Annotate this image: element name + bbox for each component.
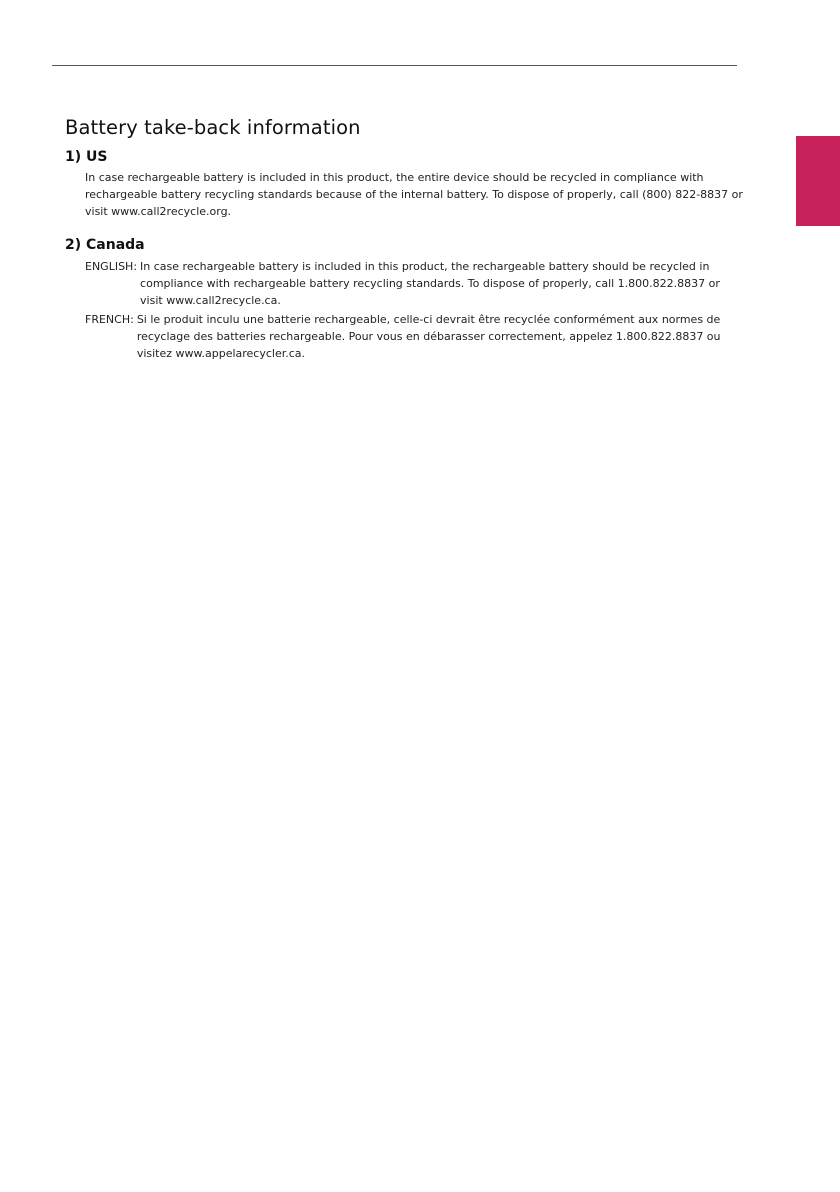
section-heading-canada: 2) Canada [65, 237, 145, 253]
section-heading-us: 1) US [65, 149, 108, 165]
section-body-us: In case rechargeable battery is included in this product, the entire device should be recycled in compliance with rechargeable battery recycling standards because of the internal battery. To dispose of properly, call (800) 822-8837 or visit www.call2recycle.org. [85, 171, 743, 218]
canada-french-entry [85, 311, 765, 362]
canada-english-entry [85, 258, 765, 309]
document-body [65, 116, 765, 362]
chapter-tab [796, 136, 840, 226]
section-canada [65, 237, 765, 362]
french-label: FRENCH: [85, 313, 134, 326]
english-label: ENGLISH: [85, 260, 138, 273]
french-text: Si le produit inculu une batterie rechargeable, celle-ci devrait être recyclée conformément aux normes de recyclage des batteries rechargeable. Pour vous en débarasser correctement, appelez 1.800.822.8837 ou visitez www.appelarecycler.ca. [136, 313, 721, 360]
english-text: In case rechargeable battery is included in this product, the rechargeable battery should be recycled in compliance with rechargeable battery recycling standards. To dispose of properly, call 1.800.822.8837 or visit www.call2recycle.ca. [140, 260, 720, 307]
page-title: Battery take-back information [65, 116, 361, 139]
section-us [65, 149, 765, 220]
header-rule [52, 65, 737, 66]
